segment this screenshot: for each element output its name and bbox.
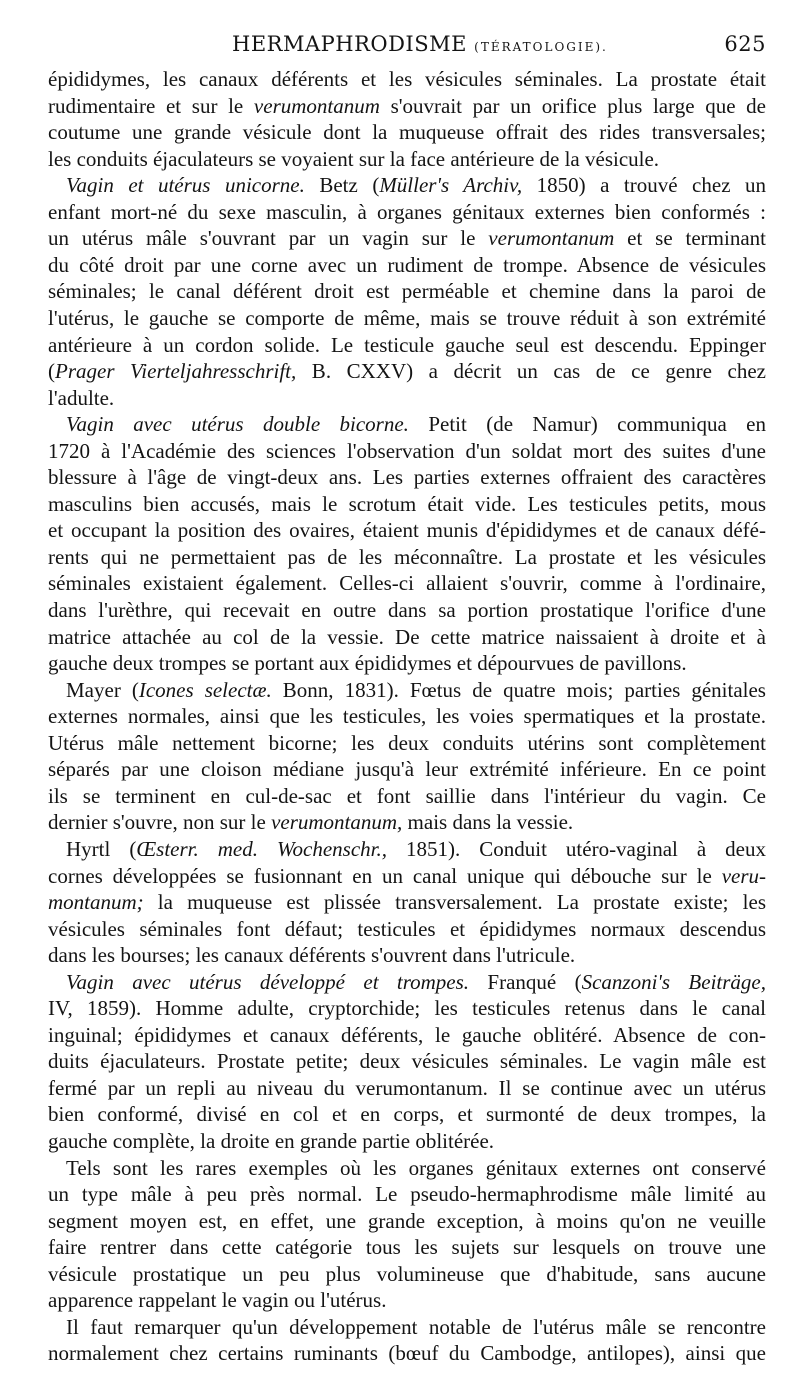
- header-title: HERMAPHRODISME (TÉRATOLOGIE).: [232, 32, 608, 56]
- text-span: bien conformé, divisé en col et en corps, et surmonté de deux trompes, la: [48, 1102, 766, 1127]
- text-span: faire rentrer dans cette catégorie tous les sujets sur lesquels on trouve une: [48, 1235, 766, 1260]
- text-line: [48, 544, 766, 570]
- text-span: matrice attachée au col de la vessie. De cette matrice naissaient à droite et à: [48, 624, 766, 649]
- text-line: [66, 172, 766, 198]
- text-line: [66, 411, 766, 437]
- text-line: [48, 199, 766, 225]
- text-span: (: [48, 359, 55, 384]
- italic-text: Icones selectæ.: [138, 677, 272, 702]
- text-span: Mayer (: [66, 677, 139, 702]
- text-line: [48, 995, 766, 1021]
- italic-text: Prager Vierteljahresschrift,: [55, 359, 297, 384]
- text-span: dans l'urèthre, qui recevait en outre dans sa portion prostatique l'orifice d'une: [48, 598, 766, 622]
- text-span: rents qui ne permettaient pas de les méconnaître. La prostate et les vésicules: [48, 544, 766, 569]
- text-span: gauche deux trompes se portant aux épididymes et dépourvues de pavillons.: [48, 651, 687, 676]
- text-span: inguinal; épididymes et canaux déférents, le gauche oblitéré. Absence de con-: [48, 1022, 766, 1047]
- text-line: [66, 677, 766, 703]
- text-span: séminales; le canal déférent droit est perméable et chemine dans la paroi de: [48, 279, 766, 304]
- text-line: [48, 66, 766, 92]
- text-line: [48, 146, 766, 172]
- text-span: coutume une grande vésicule dont la muqueuse offrait des rides transversales;: [48, 120, 766, 145]
- text-line: [48, 650, 766, 676]
- text-line: [48, 597, 766, 623]
- text-span: Utérus mâle nettement bicorne; les deux conduits utérins sont complètement: [48, 730, 766, 755]
- text-span: normalement chez certains ruminants (bœuf du Cambodge, antilopes), ainsi que: [48, 1341, 766, 1366]
- text-line: [48, 1022, 766, 1048]
- text-span: Franqué (: [469, 969, 582, 994]
- running-header: [48, 28, 766, 62]
- text-line: [66, 969, 766, 995]
- text-span: l'adulte.: [48, 385, 115, 410]
- header-subtitle: (TÉRATOLOGIE).: [474, 40, 608, 54]
- text-line: [66, 836, 766, 862]
- italic-text: montanum;: [48, 890, 144, 915]
- text-line: [48, 730, 766, 756]
- text-span: antérieure à un cordon solide. Le testicule gauche seul est descendu. Eppinger: [48, 332, 766, 357]
- text-line: [48, 332, 766, 358]
- text-line: [48, 1181, 766, 1207]
- text-line: [48, 942, 766, 968]
- text-span: fermé par un repli au niveau du verumontanum. Il se continue avec un utérus: [48, 1075, 766, 1100]
- text-span: s'ouvrait par un orifice plus large que de: [379, 93, 766, 118]
- text-line: [48, 570, 766, 596]
- text-span: gauche complète, la droite en grande partie oblitérée.: [48, 1129, 495, 1153]
- text-span: un type mâle à peu près normal. Le pseudo-hermaphrodisme mâle limité au: [48, 1182, 766, 1207]
- text-span: dans les bourses; les canaux déférents s'ouvrent dans l'utricule.: [48, 943, 576, 968]
- text-span: du côté droit par une corne avec un rudiment de trompe. Absence de vésicules: [48, 252, 766, 277]
- italic-text: verumontanum: [253, 93, 380, 118]
- text-line: [48, 517, 766, 543]
- text-line: [48, 119, 766, 145]
- text-line: [48, 809, 766, 835]
- text-line: [66, 1155, 766, 1181]
- text-span: vésicules séminales font défaut; testicules et épididymes normaux descendus: [48, 916, 766, 941]
- text-line: [48, 278, 766, 304]
- text-line: [48, 863, 766, 889]
- text-line: [66, 1314, 766, 1340]
- text-span: Hyrtl (: [66, 836, 137, 861]
- italic-text: Vagin avec utérus double bicorne.: [66, 412, 409, 437]
- text-line: [48, 358, 766, 384]
- text-span: B. CXXV) a décrit un cas de ce genre chez: [296, 359, 766, 384]
- text-line: [48, 1048, 766, 1074]
- text-span: apparence rappelant le vagin ou l'utérus.: [48, 1288, 387, 1313]
- text-span: Bonn, 1831). Fœtus de quatre mois; parties génitales: [271, 677, 766, 702]
- text-line: [48, 1287, 766, 1313]
- text-line: [48, 624, 766, 650]
- text-line: [48, 1261, 766, 1287]
- text-span: séparés par une cloison médiane jusqu'à leur extrémité inférieure. En ce point: [48, 757, 766, 782]
- text-span: enfant mort-né du sexe masculin, à organes génitaux externes bien conformés :: [48, 199, 766, 224]
- text-span: rudimentaire et sur le: [48, 93, 254, 118]
- text-span: duits éjaculateurs. Prostate petite; deux vésicules séminales. Le vagin mâle est: [48, 1049, 766, 1074]
- text-span: 1851). Conduit utéro-vaginal à deux: [387, 836, 766, 861]
- text-span: 1850) a trouvé chez un: [522, 173, 767, 198]
- text-span: épididymes, les canaux déférents et les vésicules séminales. La prostate était: [48, 67, 766, 91]
- text-span: la muqueuse est plissée transversalement. La prostate existe; les: [143, 890, 766, 915]
- text-span: et occupant la position des ovaires, étaient munis d'épididymes et de canaux défé-: [48, 518, 766, 543]
- text-span: 1720 à l'Académie des sciences l'observation d'un soldat mort des suites d'une: [48, 438, 766, 463]
- text-line: [48, 889, 766, 915]
- text-line: [48, 252, 766, 278]
- text-line: [48, 305, 766, 331]
- text-span: segment moyen est, en effet, une grande exception, à moins qu'on ne veuille: [48, 1208, 766, 1233]
- text-line: [48, 916, 766, 942]
- text-line: [48, 464, 766, 490]
- text-span: cornes développées se fusionnant en un canal unique qui débouche sur le: [48, 863, 722, 888]
- text-span: IV, 1859). Homme adulte, cryptorchide; les testicules retenus dans le canal: [48, 996, 766, 1021]
- italic-text: Œsterr. med. Wochenschr.,: [136, 836, 388, 861]
- text-span: masculins bien accusés, mais le scrotum était vide. Les testicules petits, mous: [48, 491, 766, 516]
- text-line: [48, 1208, 766, 1234]
- text-span: l'utérus, le gauche se comporte de même, mais se trouve réduit à son extrémité: [48, 305, 766, 330]
- text-line: [48, 491, 766, 517]
- italic-text: Müller's Archiv,: [379, 173, 523, 198]
- text-line: [48, 1101, 766, 1127]
- text-line: [48, 703, 766, 729]
- text-span: Il faut remarquer qu'un développement notable de l'utérus mâle se rencontre: [66, 1314, 766, 1339]
- text-line: [48, 1340, 766, 1366]
- text-line: [48, 756, 766, 782]
- text-span: Tels sont les rares exemples où les organes génitaux externes ont conservé: [66, 1155, 766, 1180]
- text-line: [48, 385, 766, 411]
- text-span: Betz (: [304, 173, 380, 198]
- text-span: et se terminant: [614, 226, 766, 251]
- italic-text: Scanzoni's Beiträge,: [581, 969, 766, 994]
- italic-text: Vagin avec utérus développé et trompes.: [66, 969, 470, 994]
- text-span: mais dans la vessie.: [402, 810, 574, 835]
- text-line: [48, 1234, 766, 1260]
- text-line: [48, 1128, 766, 1154]
- italic-text: verumontanum: [488, 226, 615, 251]
- text-line: [48, 438, 766, 464]
- text-span: vésicule prostatique un peu plus volumineuse que d'habitude, sans aucune: [48, 1261, 766, 1286]
- text-span: un utérus mâle s'ouvrant par un vagin sur le: [48, 226, 489, 251]
- italic-text: veru-: [721, 863, 766, 888]
- text-line: [48, 225, 766, 251]
- text-line: [48, 93, 766, 119]
- italic-text: Vagin et utérus unicorne.: [66, 173, 305, 198]
- page-number: 625: [724, 32, 766, 56]
- text-line: [48, 783, 766, 809]
- text-span: séminales existaient également. Celles-ci allaient s'ouvrir, comme à l'ordinaire,: [48, 571, 766, 596]
- text-span: blessure à l'âge de vingt-deux ans. Les parties externes offraient des caractères: [48, 465, 766, 490]
- text-span: les conduits éjaculateurs se voyaient sur la face antérieure de la vésicule.: [48, 146, 660, 171]
- text-span: externes normales, ainsi que les testicules, les voies spermatiques et la prostate.: [48, 704, 766, 729]
- text-span: dernier s'ouvre, non sur le: [48, 810, 272, 835]
- text-span: Petit (de Namur) communiqua en: [408, 412, 766, 437]
- text-line: [48, 1075, 766, 1101]
- italic-text: verumontanum,: [271, 810, 403, 835]
- text-span: ils se terminent en cul-de-sac et font saillie dans l'intérieur du vagin. Ce: [48, 783, 766, 808]
